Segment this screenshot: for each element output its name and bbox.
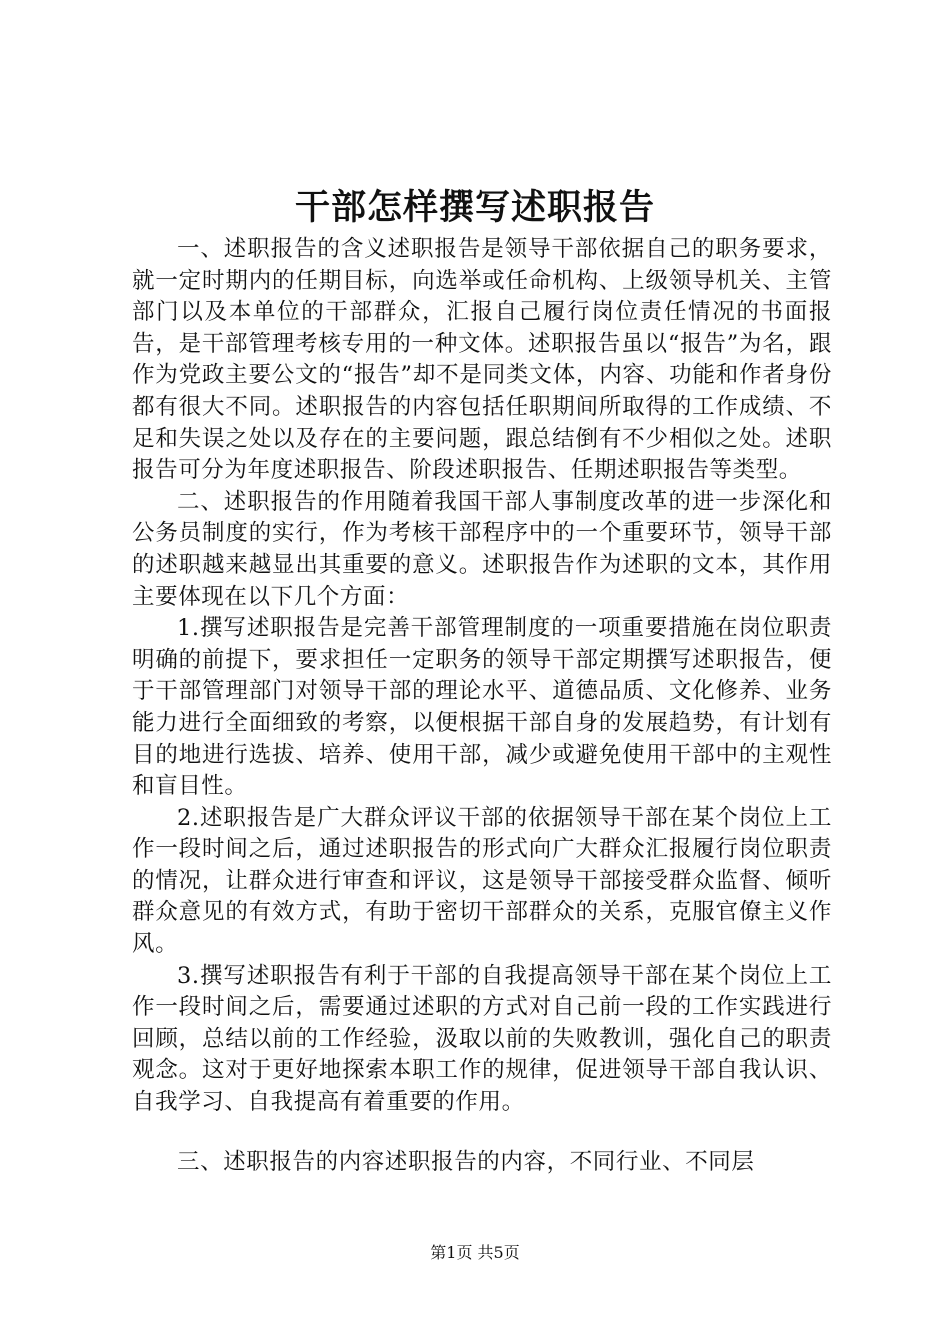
paragraph-point-2: 2.述职报告是广大群众评议干部的依据领导干部在某个岗位上工作一段时间之后，通过述职报告的形式向广大群众汇报履行岗位职责的情况，让群众进行审查和评议，这是领导干部接受群众监督、倾听群众意见的有效方式，有助于密切干部群众的关系，克服官僚主义作风。 <box>132 804 832 958</box>
paragraph-point-3: 3.撰写述职报告有利于干部的自我提高领导干部在某个岗位上工作一段时间之后，需要通过述职的方式对自己前一段的工作实践进行回顾，总结以前的工作经验，汲取以前的失败教训，强化自己的职责观念。这对于更好地探索本职工作的规律，促进领导干部自我认识、自我学习、自我提高有着重要的作用。 <box>132 962 832 1116</box>
document-title: 干部怎样撰写述职报告 <box>294 187 655 228</box>
paragraph-role: 二、述职报告的作用随着我国干部人事制度改革的进一步深化和公务员制度的实行，作为考核干部程序中的一个重要环节，领导干部的述职越来越显出其重要的意义。述职报告作为述职的文本，其作用主要体现在以下几个方面： <box>132 488 832 610</box>
paragraph-content: 三、述职报告的内容述职报告的内容，不同行业、不同层 <box>177 1148 755 1175</box>
document-body <box>132 234 832 1178</box>
paragraph-point-1: 1.撰写述职报告是完善干部管理制度的一项重要措施在岗位职责明确的前提下，要求担任一定职务的领导干部定期撰写述职报告，便于干部管理部门对领导干部的理论水平、道德品质、文化修养、业务能力进行全面细致的考察，以便根据干部自身的发展趋势，有计划有目的地进行选拔、培养、使用干部，减少或避免使用干部中的主观性和盲目性。 <box>132 615 832 800</box>
page-footer: 第1页 共5页 <box>430 1243 520 1262</box>
paragraph-meaning: 一、述职报告的含义述职报告是领导干部依据自己的职务要求，就一定时期内的任期目标，向选举或任命机构、上级领导机关、主管部门以及本单位的干部群众，汇报自己履行岗位责任情况的书面报告，是干部管理考核专用的一种文体。述职报告虽以“报告”为名，跟作为党政主要公文的“报告”却不是同类文体，内容、功能和作者身份都有很大不同。述职报告的内容包括任职期间所取得的工作成绩、不足和失误之处以及存在的主要问题，跟总结倒有不少相似之处。述职报告可分为年度述职报告、阶段述职报告、任期述职报告等类型。 <box>132 236 832 484</box>
